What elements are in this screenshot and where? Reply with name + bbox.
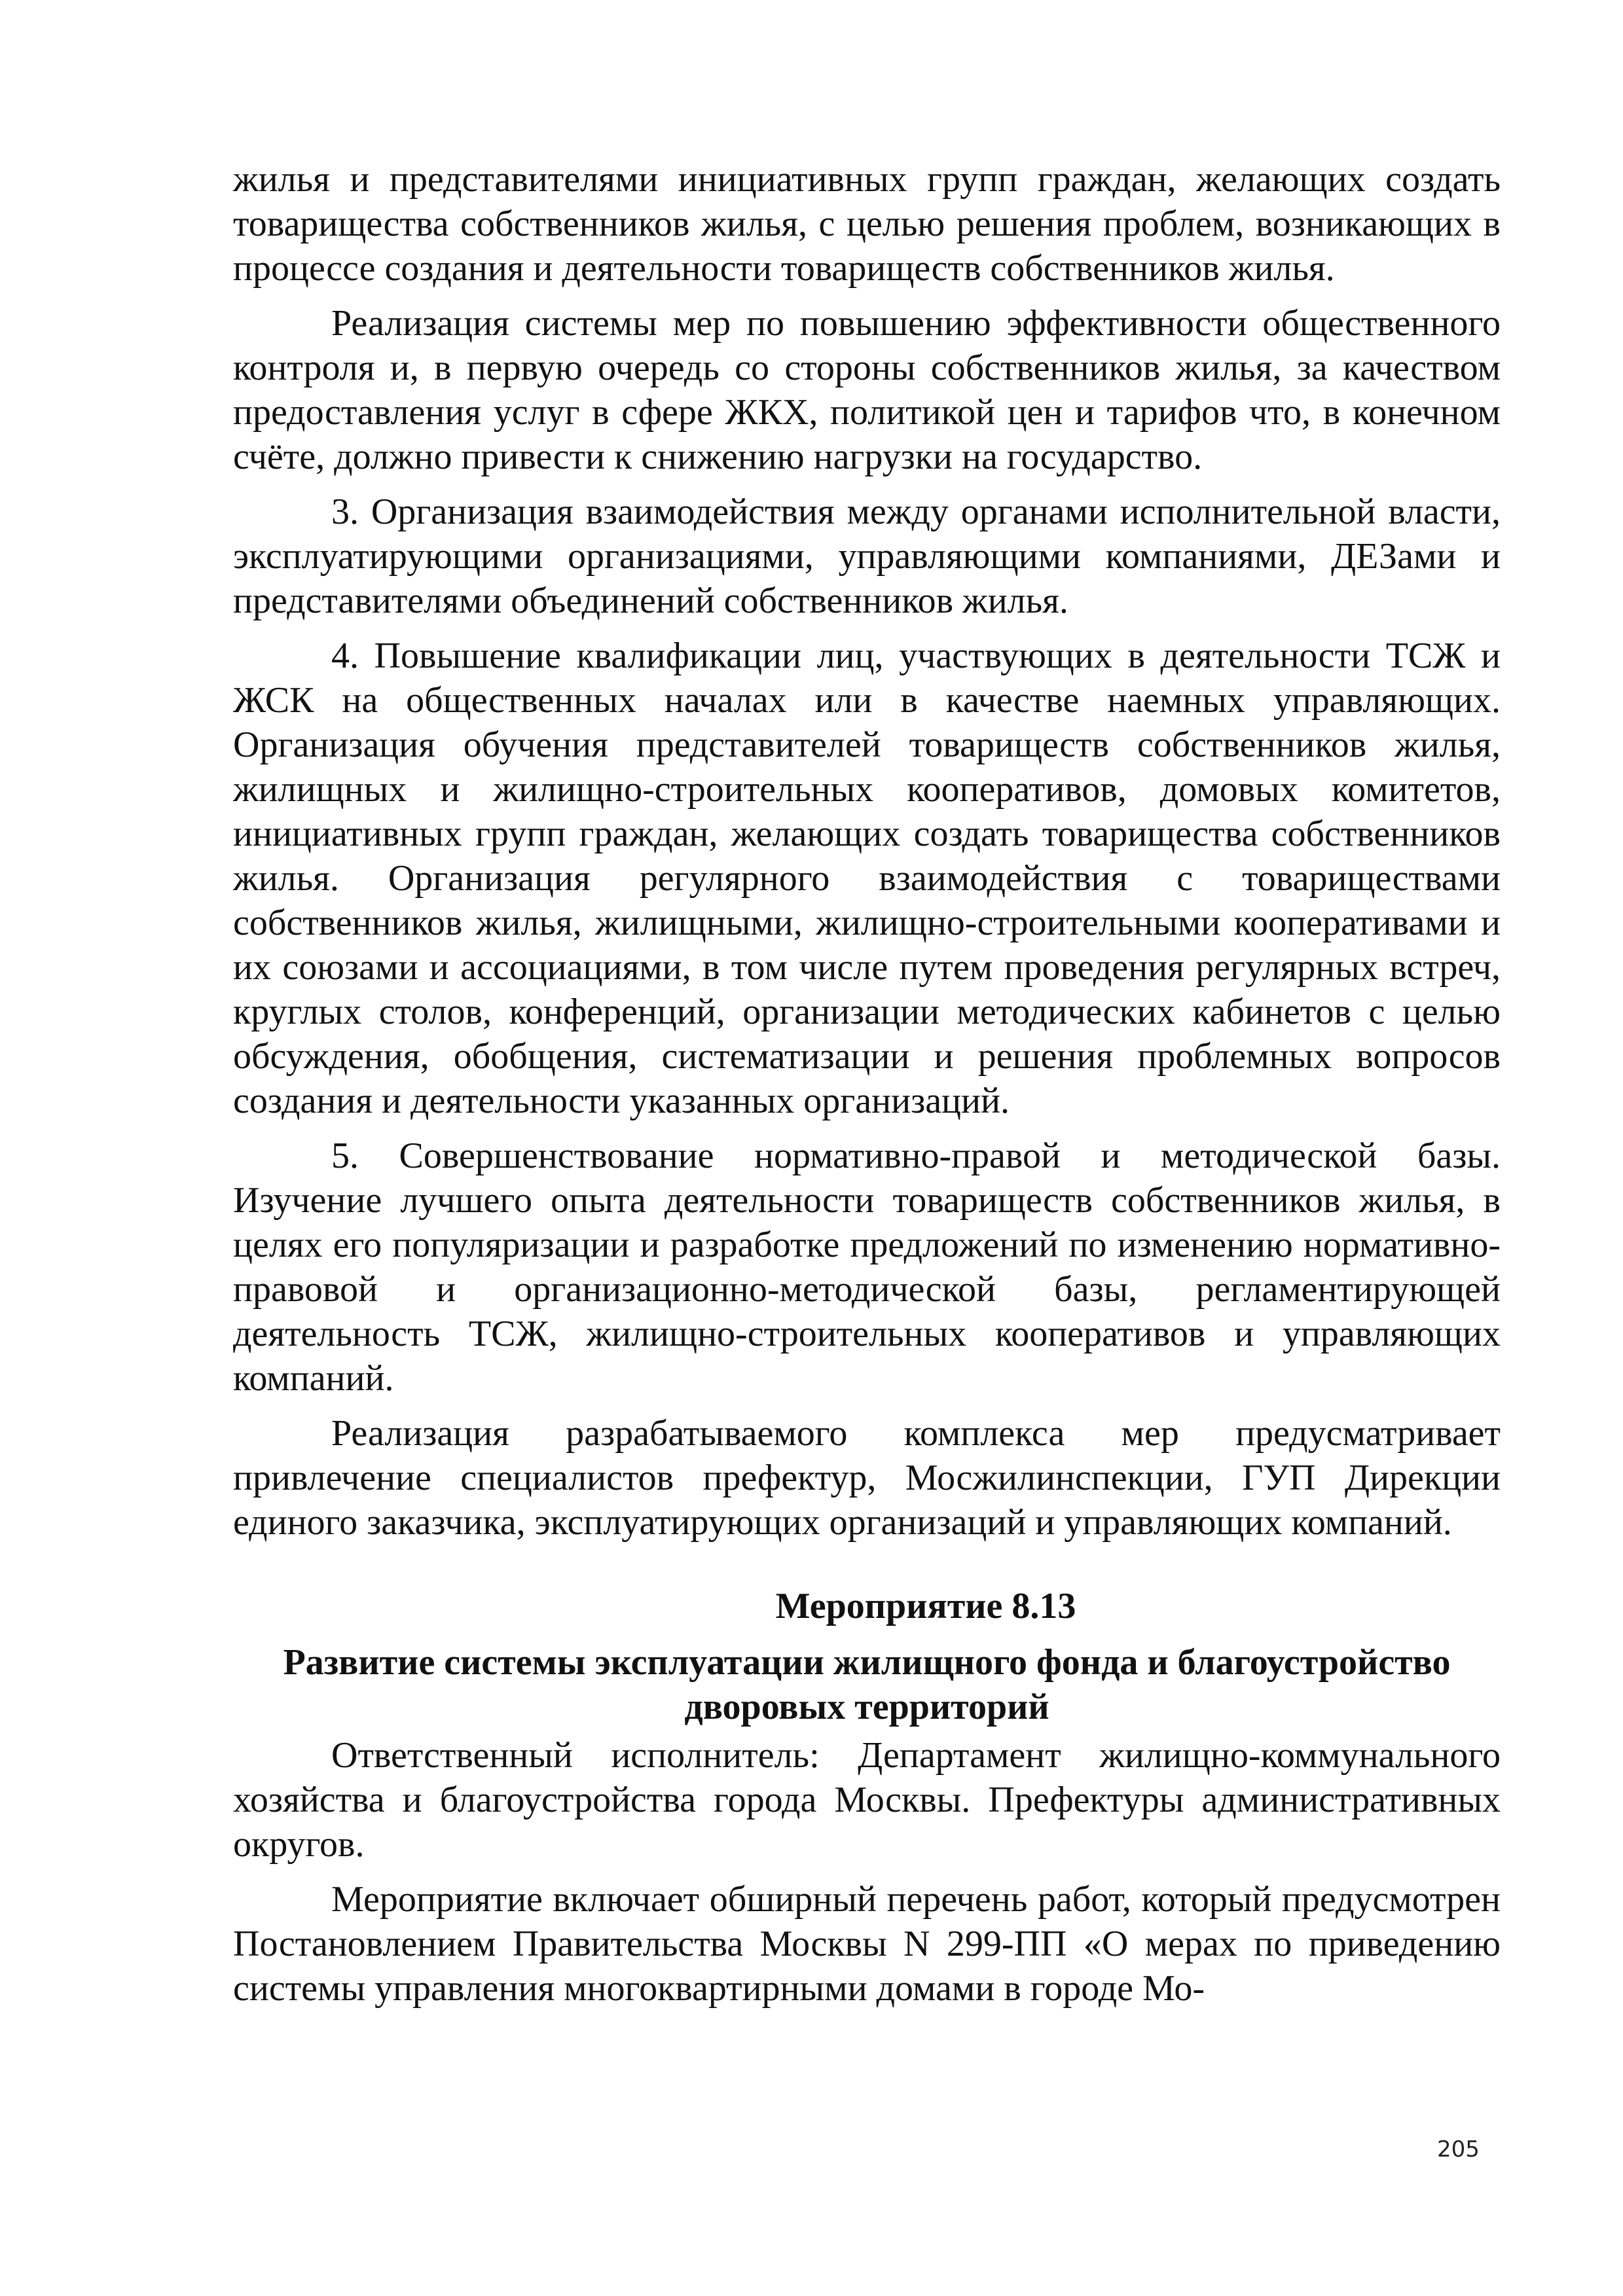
section-title: Мероприятие 8.13	[775, 1586, 1076, 1626]
paragraph-continuation: жилья и представителями инициативных групп граждан, желающих создать товарищества собственников жилья, с целью решения проблем, возникающих в процессе создания и деятельности товариществ собственников жилья.	[233, 159, 1501, 289]
paragraph-implementation: Реализация разрабатываемого комплекса мер предусматривает привлечение специалистов префектур, Мосжилинспекции, ГУП Дирекции единого заказчика, эксплуатирующих организаций и управляющих компаний.	[233, 1413, 1501, 1543]
paragraph-item-3: 3. Организация взаимодействия между органами исполнительной власти, эксплуатирующими организациями, управляющими компаниями, ДЕЗами и представителями объединений собственников жилья.	[233, 492, 1501, 621]
paragraph-item-5: 5. Совершенствование нормативно-правой и методической базы. Изучение лучшего опыта деятельности товариществ собственников жилья, в целях его популяризации и разработке предложений по изменению нормативно-правовой и организационно-методической базы, регламентирующей деятельность ТСЖ, жилищно-строительных кооперативов и управляющих компаний.	[233, 1136, 1501, 1399]
paragraph-public-control: Реализация системы мер по повышению эффективности общественного контроля и, в первую очередь со стороны собственников жилья, за качеством предоставления услуг в сфере ЖКХ, политикой цен и тарифов что, в конечном счёте, должно привести к снижению нагрузки на государство.	[233, 303, 1501, 477]
page-number: 205	[1437, 2136, 1480, 2162]
page-body	[233, 157, 1501, 2021]
paragraph-measure-scope: Мероприятие включает обширный перечень работ, который предусмотрен Постановлением Правительства Москвы N 299-ПП «О мерах по приведению системы управления многоквартирными домами в городе Мо-	[233, 1879, 1501, 2009]
paragraph-responsible: Ответственный исполнитель: Департамент жилищно-коммунального хозяйства и благоустройства города Москвы. Префектуры административных округов.	[233, 1735, 1501, 1865]
section-subtitle: Развитие системы эксплуатации жилищного фонда и благоустройство дворовых территорий	[283, 1642, 1451, 1727]
paragraph-item-4: 4. Повышение квалификации лиц, участвующих в деятельности ТСЖ и ЖСК на общественных началах или в качестве наемных управляющих. Организация обучения представителей товариществ собственников жилья, жилищных и жилищно-строительных кооперативов, домовых комитетов, инициативных групп граждан, желающих создать товарищества собственников жилья. Организация регулярного взаимодействия с товариществами собственников жилья, жилищными, жилищно-строительными кооперативами и их союзами и ассоциациями, в том числе путем проведения регулярных встреч, круглых столов, конференций, организации методических кабинетов с целью обсуждения, обобщения, систематизации и решения проблемных вопросов создания и деятельности указанных организаций.	[233, 636, 1501, 1121]
